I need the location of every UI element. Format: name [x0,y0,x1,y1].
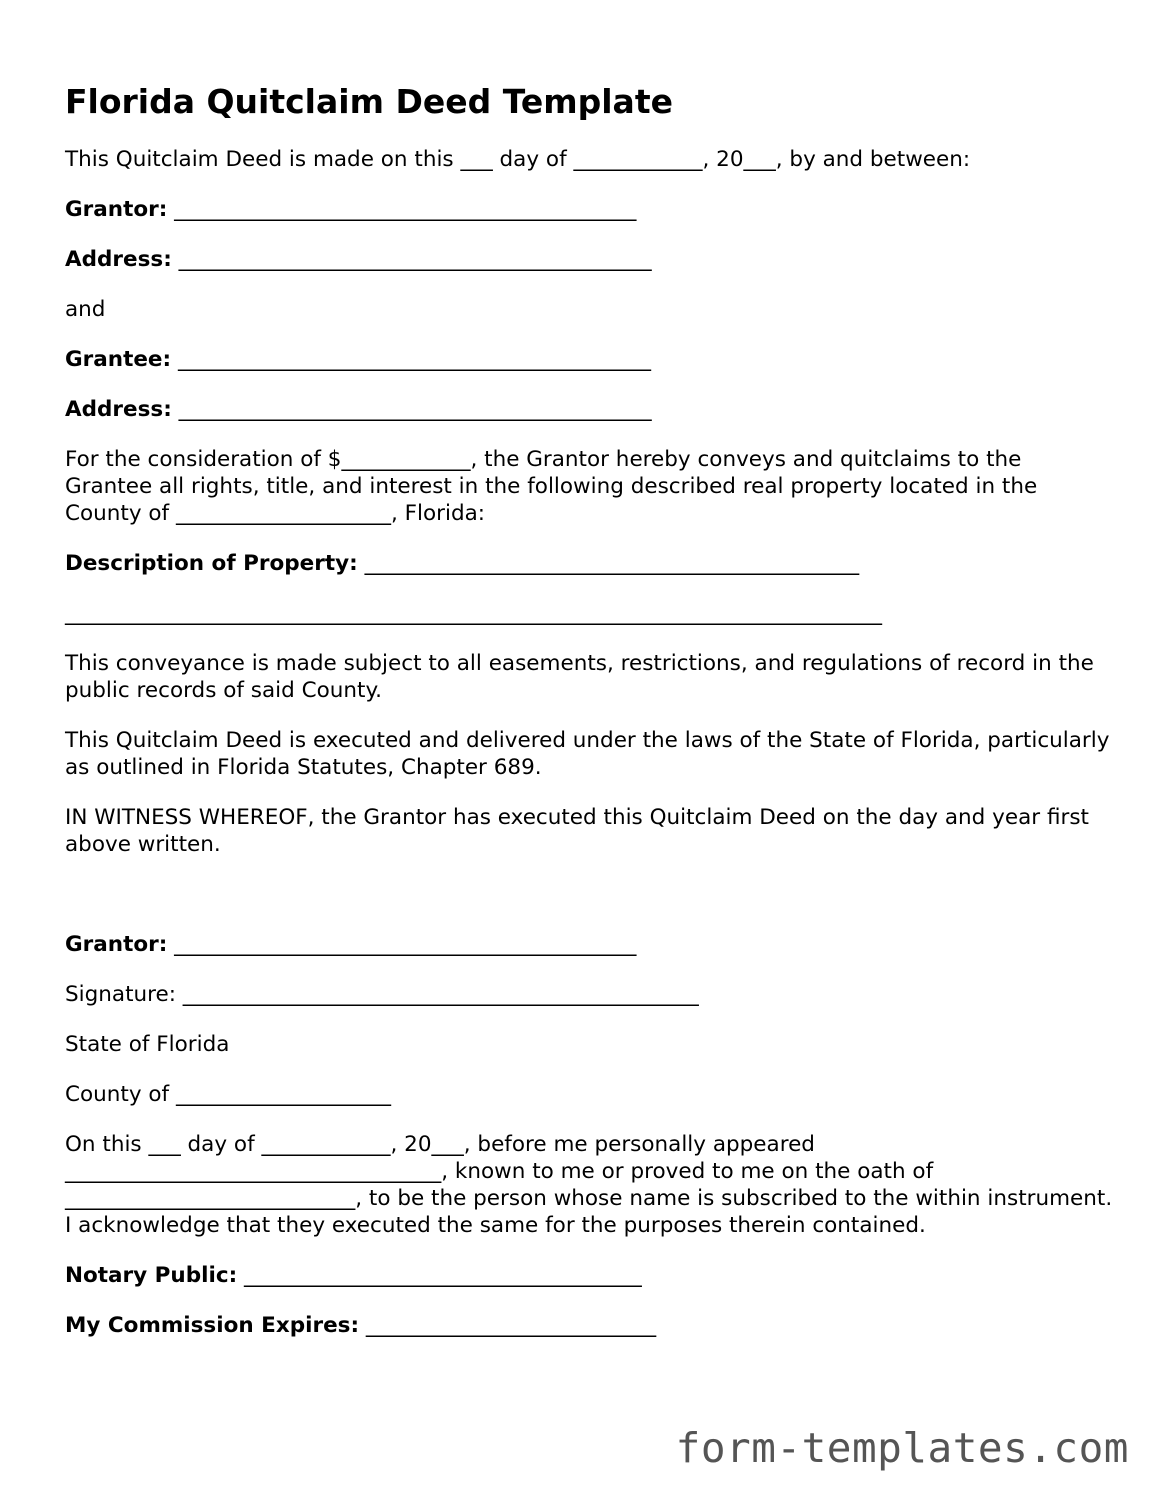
grantee-line: ____________________________________________ [177,347,651,372]
executed-paragraph: This Quitclaim Deed is executed and delivered under the laws of the State of Florida, particularly as outlined in Florida Statutes, Chapter 689. [65,728,1117,780]
grantee-label: Grantee: [65,347,172,372]
grantor-address-label: Address: [65,247,172,272]
grantor-field [65,196,1115,223]
spacer [65,881,1115,931]
property-line: ______________________________________________ [364,551,860,576]
grantor-label: Grantor: [65,197,168,222]
notary-paragraph: On this ___ day of ____________, 20___, before me personally appeared ___________________________________, known to me or proved to me on the oath of ___________________________, to be the person whose name is subscribed to the within instrument. I acknowledge that they executed the same for the purposes therein contained. [65,1132,1119,1238]
grantor-signature-label: Grantor: [65,932,168,957]
property-label: Description of Property: [65,551,358,576]
commission-field [65,1312,1115,1339]
grantor-address-field [65,246,1115,273]
grantee-address-field [65,396,1115,423]
property-line-continued: ____________________________________________________________________________ [65,601,882,626]
grantee-address-label: Address: [65,397,172,422]
notary-field [65,1262,1115,1289]
watermark-text: form-templates.com [675,1424,1129,1472]
commission-line: ___________________________ [365,1313,657,1338]
state-text: State of Florida [65,1032,230,1057]
consideration-paragraph: For the consideration of $____________, the Grantor hereby conveys and quitclaims to the Grantee all rights, title, and interest in the following described real property located in the County of ____________________, Florida: [65,447,1045,526]
signature-field: Signature: ________________________________________________ [65,982,699,1007]
intro-paragraph: This Quitclaim Deed is made on this ___ day of ____________, 20___, by and between: [65,147,971,172]
grantee-field [65,346,1115,373]
grantor-address-line: ____________________________________________ [178,247,652,272]
grantor-line: ___________________________________________ [174,197,637,222]
grantor-signature-line: ___________________________________________ [174,932,637,957]
commission-label: My Commission Expires: [65,1313,360,1338]
and-text: and [65,297,106,322]
property-field [65,550,1115,577]
document-page [65,80,1119,1362]
grantee-address-line: ____________________________________________ [178,397,652,422]
grantor-signature-field [65,931,1115,958]
notary-line: _____________________________________ [244,1263,642,1288]
county-field: County of ____________________ [65,1082,391,1107]
notary-label: Notary Public: [65,1263,238,1288]
witness-paragraph: IN WITNESS WHEREOF, the Grantor has executed this Quitclaim Deed on the day and year first above written. [65,805,1096,857]
document-title: Florida Quitclaim Deed Template [65,82,673,121]
subject-to-paragraph: This conveyance is made subject to all easements, restrictions, and regulations of record in the public records of said County. [65,651,1101,703]
